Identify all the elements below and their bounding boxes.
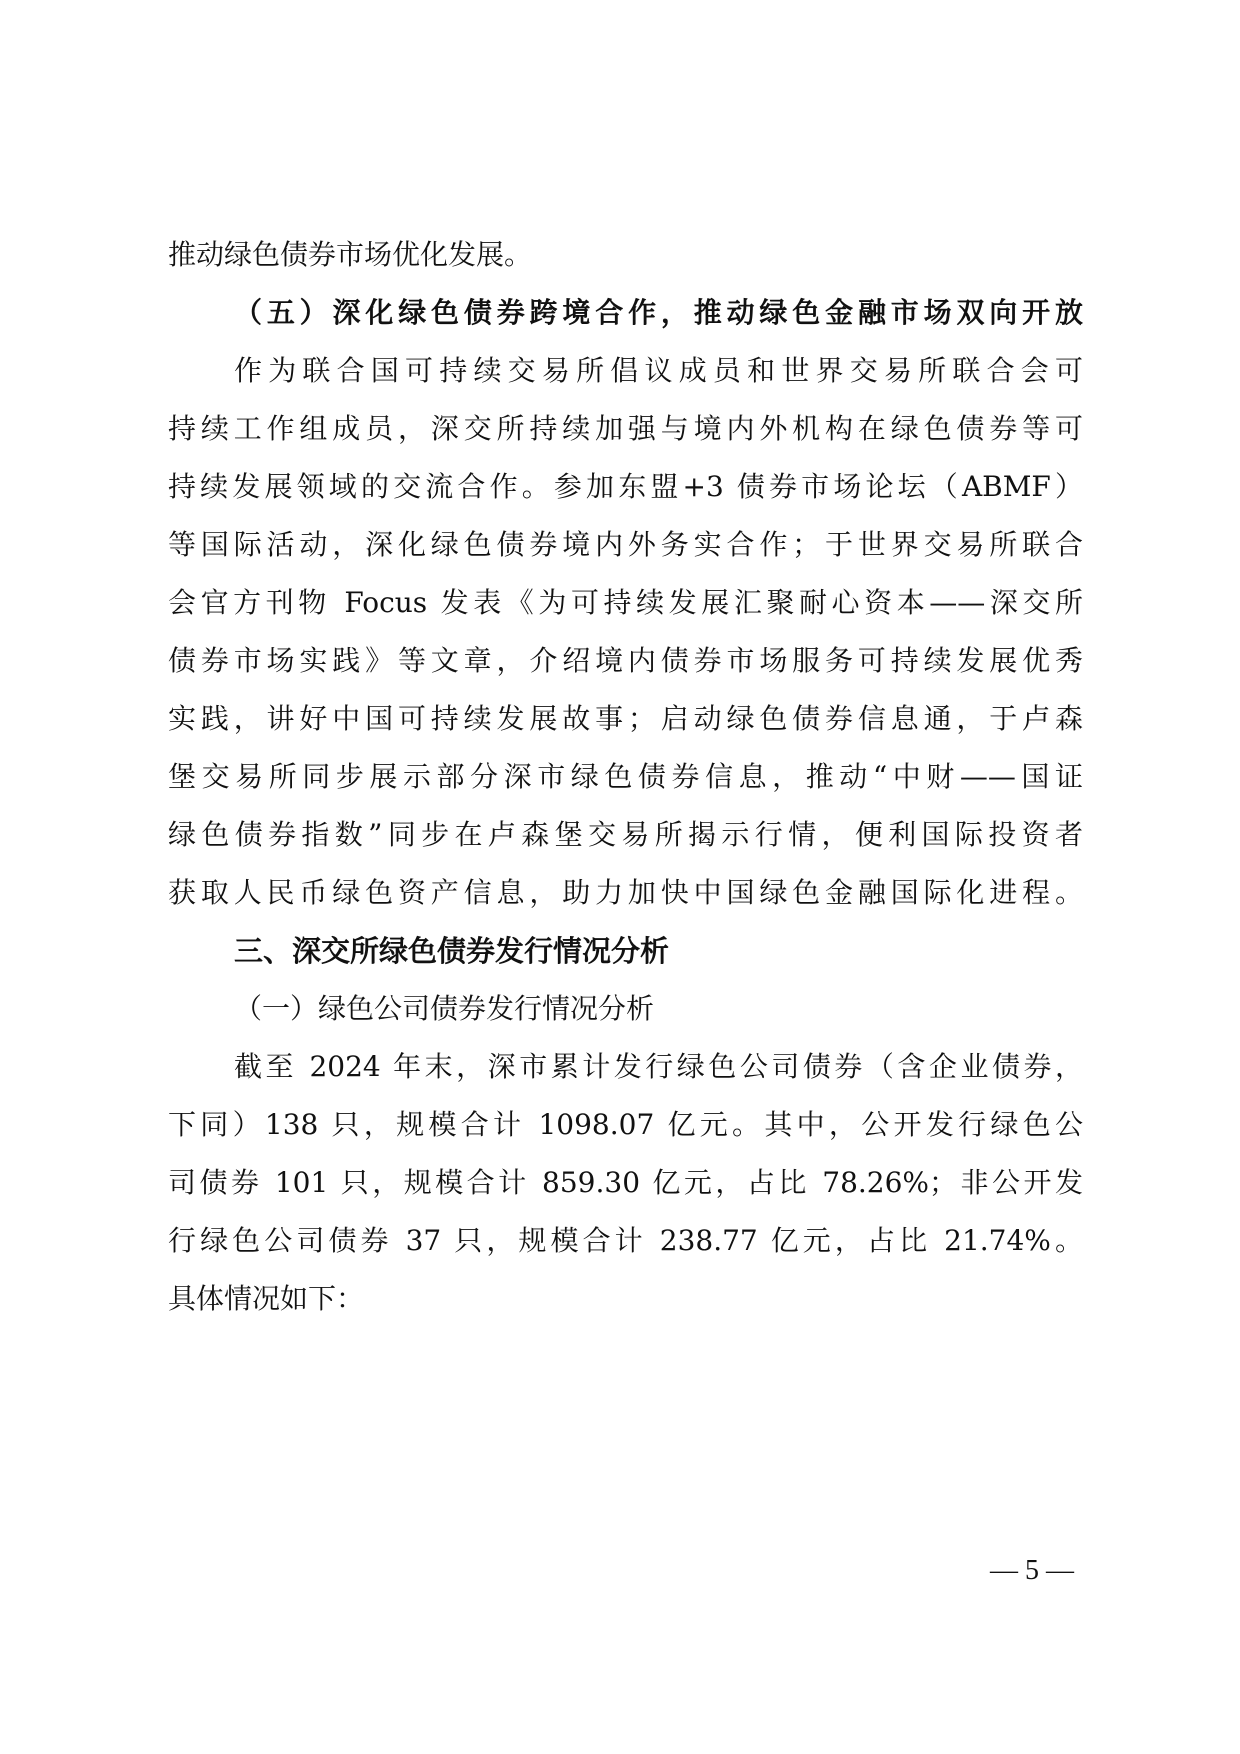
paragraph-line: 堡交易所同步展示部分深市绿色债券信息，推动“中财——国证 (168, 760, 1083, 793)
paragraph-line: 获取人民币绿色资产信息，助力加快中国绿色金融国际化进程。 (168, 876, 1083, 909)
paragraph-line: 实践，讲好中国可持续发展故事；启动绿色债券信息通，于卢森 (168, 702, 1083, 735)
paragraph-line: 推动绿色债券市场优化发展。 (168, 238, 533, 271)
subsection-heading-1: （一）绿色公司债券发行情况分析 (234, 992, 655, 1025)
paragraph-line: 下同）138 只，规模合计 1098.07 亿元。其中，公开发行绿色公 (168, 1108, 1083, 1141)
paragraph-line: 绿色债券指数”同步在卢森堡交易所揭示行情，便利国际投资者 (168, 818, 1083, 851)
paragraph-line: 作为联合国可持续交易所倡议成员和世界交易所联合会可 (234, 354, 1083, 387)
subsection-heading-5: （五）深化绿色债券跨境合作，推动绿色金融市场双向开放 (234, 296, 1083, 329)
page-number: — 5 — (990, 1555, 1074, 1586)
paragraph-line: 截至 2024 年末，深市累计发行绿色公司债券（含企业债券， (234, 1050, 1083, 1083)
paragraph-line: 等国际活动，深化绿色债券境内外务实合作；于世界交易所联合 (168, 528, 1083, 561)
paragraph-line: 具体情况如下： (168, 1282, 365, 1315)
paragraph-line: 会官方刊物 Focus 发表《为可持续发展汇聚耐心资本——深交所 (168, 586, 1083, 619)
paragraph-line: 持续工作组成员，深交所持续加强与境内外机构在绿色债券等可 (168, 412, 1083, 445)
paragraph-line: 持续发展领域的交流合作。参加东盟+3 债券市场论坛（ABMF） (168, 470, 1083, 503)
section-heading: 三、深交所绿色债券发行情况分析 (234, 934, 670, 968)
paragraph-line: 债券市场实践》等文章，介绍境内债券市场服务可持续发展优秀 (168, 644, 1083, 677)
paragraph-line: 行绿色公司债券 37 只，规模合计 238.77 亿元，占比 21.74%。 (168, 1224, 1083, 1257)
paragraph-line: 司债券 101 只，规模合计 859.30 亿元，占比 78.26%；非公开发 (168, 1166, 1083, 1199)
body-text (168, 226, 1083, 1328)
